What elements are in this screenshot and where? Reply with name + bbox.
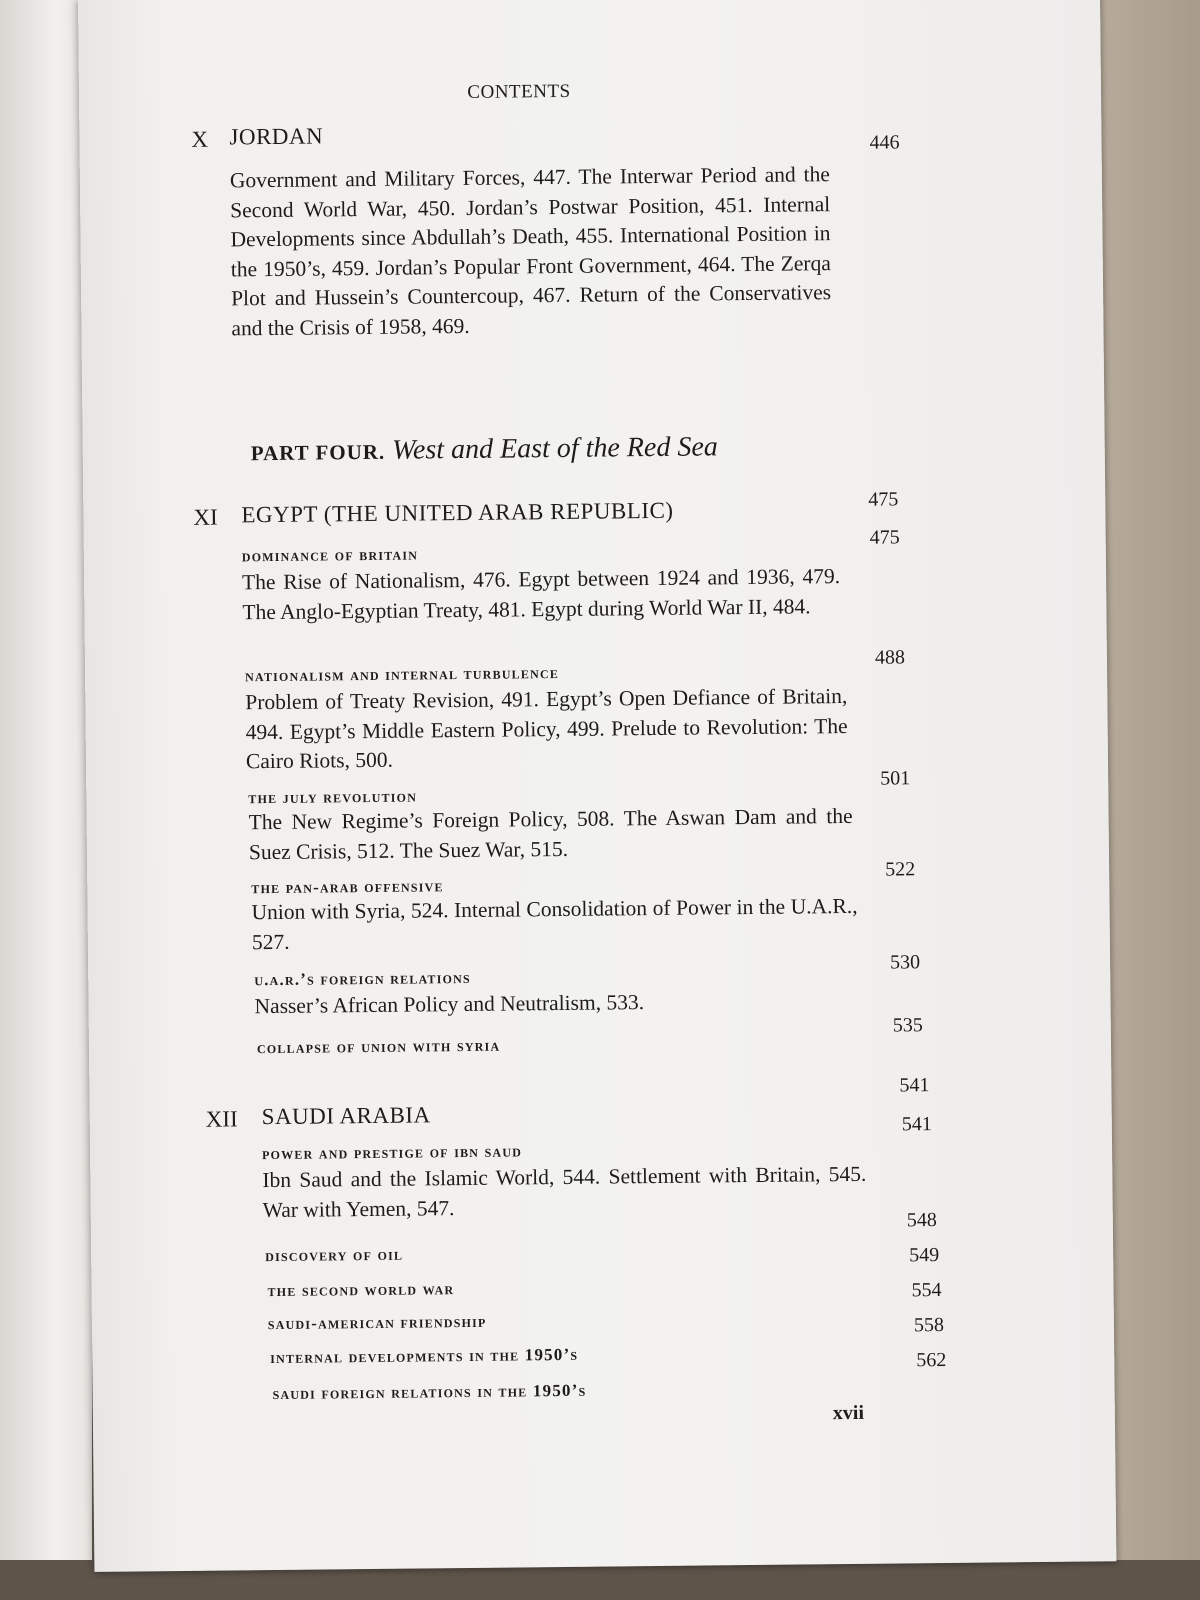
part-label: PART FOUR.	[250, 439, 386, 466]
page-folio: xvii	[832, 1401, 865, 1425]
section-page: 522	[885, 858, 916, 881]
section-heading: collapse of union with syria	[256, 1035, 501, 1058]
section-page: 541	[901, 1113, 932, 1136]
section-heading: discovery of oil	[265, 1244, 404, 1266]
chapter-xi-number: XI	[193, 504, 218, 530]
section-heading: saudi foreign relations in the 1950’s	[272, 1380, 587, 1404]
section-summary: Problem of Treaty Revision, 491. Egypt’s Open Defiance of Britain, 494. Egypt’s Middle Eastern Policy, 499. Prelude to Revolution: The Cairo Riots, 500.	[245, 683, 848, 774]
facing-left-page	[0, 0, 92, 1600]
section-heading: the second world war	[267, 1279, 455, 1301]
section-page: 554	[911, 1279, 942, 1302]
chapter-xi-title: EGYPT (THE UNITED ARAB REPUBLIC)	[241, 497, 674, 528]
section-page: 475	[869, 526, 900, 549]
section-page: 501	[880, 767, 911, 790]
chapter-xii-number: XII	[205, 1106, 238, 1132]
section-page: 535	[892, 1014, 923, 1037]
section-summary: Nasser’s African Policy and Neutralism, 533.	[254, 990, 645, 1019]
section-heading: dominance of britain	[241, 544, 419, 566]
chapter-xi-page: 475	[868, 488, 899, 511]
section-heading: internal developments in the 1950’s	[270, 1344, 579, 1368]
chapter-x-number: X	[191, 126, 209, 152]
chapter-x-summary: Government and Military Forces, 447. The Interwar Period and the Second World War, 450. Jordan’s Postwar Position, 451. Internal Developments since Abdullah’s Death, 455. International Position in the 1950’s, 459. Jordan’s Popular Front Government, 464. The Zerqa Plot and Hussein’s Countercoup, 467. Return of the Conservatives and the Crisis of 1958, 469.	[229, 162, 832, 340]
section-page: 562	[916, 1348, 947, 1372]
section-heading: nationalism and internal turbulence	[244, 663, 560, 686]
section-page: 549	[909, 1244, 940, 1267]
section-heading: power and prestige of ibn saud	[261, 1141, 523, 1164]
chapter-x-page: 446	[869, 131, 900, 154]
chapter-xii-page: 541	[899, 1074, 930, 1097]
section-heading: the july revolution	[248, 786, 418, 808]
section-heading: saudi-american friendship	[267, 1311, 487, 1334]
section-page: 488	[874, 646, 906, 669]
section-page: 558	[913, 1314, 945, 1337]
running-head: CONTENTS	[467, 80, 571, 103]
section-page: 548	[906, 1209, 937, 1232]
section-summary: The New Regime’s Foreign Policy, 508. The Aswan Dam and the Suez Crisis, 512. The Suez War, 515.	[248, 803, 853, 864]
section-heading: u.a.r.’s foreign relations	[254, 967, 471, 990]
chapter-x-title: JORDAN	[229, 123, 324, 150]
section-heading: the pan-arab offensive	[251, 876, 444, 898]
section-page: 530	[890, 951, 921, 974]
section-summary: Union with Syria, 524. Internal Consolidation of Power in the U.A.R., 527.	[251, 893, 858, 954]
book-page	[78, 0, 1116, 1572]
section-summary: The Rise of Nationalism, 476. Egypt between 1924 and 1936, 479. The Anglo-Egyptian Treaty, 481. Egypt during World War II, 484.	[241, 564, 841, 624]
chapter-xii-title: SAUDI ARABIA	[261, 1102, 431, 1130]
part-heading	[251, 431, 718, 468]
part-title: West and East of the Red Sea	[392, 431, 718, 466]
section-summary: Ibn Saud and the Islamic World, 544. Settlement with Britain, 545. War with Yemen, 547.	[262, 1161, 867, 1222]
